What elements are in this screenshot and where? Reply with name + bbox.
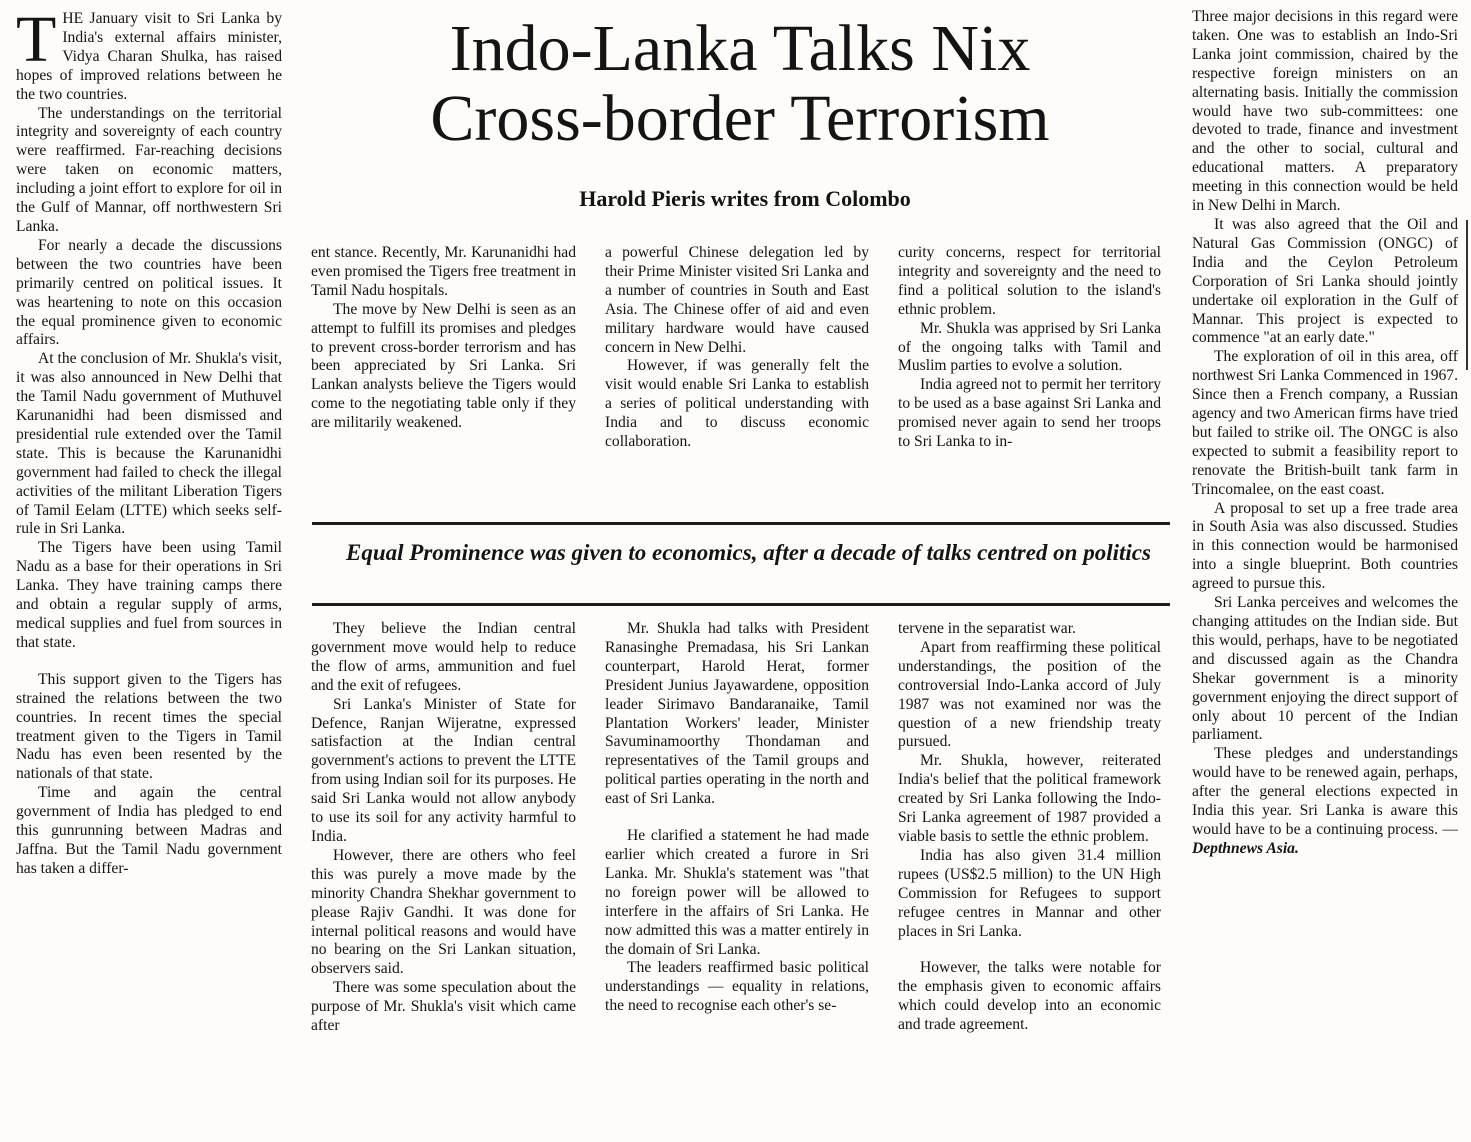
article-column-2-bottom <box>311 620 576 1135</box>
headline <box>300 14 1180 154</box>
paragraph: This support given to the Tigers has strained the relations between the two countries. In recent times the special treatment given to the Tigers in Tamil Nadu has even been resented by the nationals of that state. <box>16 670 282 783</box>
article-credit: Depthnews Asia. <box>1192 839 1299 857</box>
paragraph: ent stance. Recently, Mr. Karunanidhi had even promised the Tigers free treatment in Tamil Nadu hospitals. <box>311 244 576 299</box>
paragraph: Mr. Shukla, however, reiterated India's belief that the political framework created by Sri Lanka following the Indo-Sri Lanka agreement of 1987 provided a viable basis to settle the ethnic problem. <box>898 752 1161 845</box>
paragraph: The leaders reaffirmed basic political understandings — equality in relations, the need to recognise each other's se- <box>605 959 869 1015</box>
paragraph: Three major decisions in this regard were taken. One was to establish an Indo-Sri Lanka joint commission, chaired by the respective foreign ministers on an alternating basis. Initially the commission would have two sub-committees: one devoted to trade, finance and investment and the other to social, cultural and educational matters. A preparatory meeting in this connection would be held in New Delhi in March. <box>1192 8 1458 215</box>
byline: Harold Pieris writes from Colombo <box>579 186 911 211</box>
paragraph: a powerful Chinese delegation led by their Prime Minister visited Sri Lanka and a number of countries in South and East Asia. The Chinese offer of aid and even military hardware would have caused concern in New Delhi. <box>605 244 869 356</box>
paragraph: There was some speculation about the purpose of Mr. Shukla's visit which came after <box>311 979 576 1035</box>
paragraph: Mr. Shukla had talks with President Ranasinghe Premadasa, his Sri Lankan counterpart, Harold Herat, former President Junius Jayawardene, opposition leader Sirimavo Bandaranaike, Tamil Plantation Workers' leader, Minister Savuminamoorthy Thondaman and representatives of the Tamil groups and political parties operating in the north and east of Sri Lanka. <box>605 620 869 808</box>
paragraph: It was also agreed that the Oil and Natural Gas Commission (ONGC) of India and the Ceylon Petroleum Corporation of Sri Lanka should jointly undertake oil exploration in the Gulf of Mannar. This project is expected to commence "at an early date." <box>1192 215 1458 347</box>
article-column-4-bottom <box>898 620 1161 1135</box>
headline-line-2: Cross-border Terrorism <box>430 82 1050 155</box>
paragraph: These pledges and understandings would have to be renewed again, perhaps, after the general elections expected in India this year. Sri Lanka is aware this would have to be a continuing process. — Depthnews Asia. <box>1192 745 1458 857</box>
article-column-2-top <box>311 244 576 514</box>
paragraph: Mr. Shukla was apprised by Sri Lanka of the ongoing talks with Tamil and Muslim parties to evolve a solution. <box>898 319 1161 375</box>
paragraph: They believe the Indian central government move would help to reduce the flow of arms, ammunition and fuel and the exit of refugees. <box>311 620 576 694</box>
paragraph: However, the talks were notable for the emphasis given to economic affairs which could develop into an economic and trade agreement. <box>898 959 1161 1034</box>
paragraph: He clarified a statement he had made earlier which created a furore in Sri Lanka. Mr. Shukla's statement was "that no foreign power will be allowed to interfere in the affairs of Sri Lanka. He now admitted this was a matter entirely in the domain of Sri Lanka. <box>605 827 869 958</box>
paragraph: The exploration of oil in this area, off northwest Sri Lanka Commenced in 1967. Since then a French company, a Russian agency and two American firms have tried but failed to strike oil. The ONGC is also expected to submit a feasibility report to renovate the British-built tank farm in Trincomalee, on the east coast. <box>1192 348 1458 498</box>
pullquote-rule-top <box>312 522 1170 525</box>
paragraph: For nearly a decade the discussions between the two countries have been primarily centred on political issues. It was heartening to note on this occasion the equal prominence given to economic affairs. <box>16 236 282 349</box>
paragraph: curity concerns, respect for territorial integrity and sovereignty and the need to find a political solution to the island's ethnic problem. <box>898 244 1161 318</box>
paragraph: However, if was generally felt the visit would enable Sri Lanka to establish a series of political understanding with India and to discuss economic collaboration. <box>605 357 869 451</box>
pullquote: Equal Prominence was given to economics, after a decade of talks centred on politics <box>346 540 1151 565</box>
article-column-5 <box>1192 8 1458 1132</box>
paragraph: The move by New Delhi is seen as an attempt to fulfill its promises and pledges to prevent cross-border terrorism and has been appreciated by Sri Lanka. Sri Lankan analysts believe the Tigers would come to the negotiating table only if they are militarily weakened. <box>311 300 576 432</box>
article-column-4-top <box>898 244 1161 514</box>
paragraph: However, there are others who feel this was purely a move made by the minority Chandra Shekhar government to please Rajiv Gandhi. It was done for internal political reasons and would have no bearing on the Sri Lankan situation, observers said. <box>311 846 576 978</box>
paragraph: The understandings on the territorial integrity and sovereignty of each country were reaffirmed. Far-reaching decisions were taken on economic matters, including a joint effort to explore for oil in the Gulf of Mannar, off northwestern Sri Lanka. <box>16 104 282 235</box>
paragraph: At the conclusion of Mr. Shukla's visit, it was also announced in New Delhi that the Tamil Nadu government of Muthuvel Karunanidhi had been dismissed and presidential rule extended over the Tamil state. This is because the Karunanidhi government had failed to check the illegal activities of the militant Liberation Tigers of Tamil Eelam (LTTE) which seeks self-rule in Sri Lanka. <box>16 350 282 538</box>
article-column-3-bottom <box>605 620 869 1135</box>
paragraph: THE January visit to Sri Lanka by India's external affairs minister, Vidya Charan Shulka, has raised hopes of improved relations between he the two countries. <box>16 10 282 103</box>
paragraph: Time and again the central government of India has pledged to end this gunrunning between Madras and Jaffna. But the Tamil Nadu government has taken a differ- <box>16 784 282 877</box>
article-column-1 <box>16 10 282 1140</box>
headline-line-1: Indo-Lanka Talks Nix <box>449 12 1031 85</box>
paragraph: Apart from reaffirming these political understandings, the position of the controversial Indo-Lanka accord of July 1987 was not examined nor was the question of a new friendship treaty pursued. <box>898 638 1161 751</box>
pullquote-rule-bottom <box>312 603 1170 606</box>
paragraph: A proposal to set up a free trade area in South Asia was also discussed. Studies in this connection would be harmonised into a single blueprint. Both countries agreed to pursue this. <box>1192 499 1458 593</box>
paragraph: India agreed not to permit her territory to be used as a base against Sri Lanka and promised never again to send her troops to Sri Lanka to in- <box>898 376 1161 451</box>
paragraph: The Tigers have been using Tamil Nadu as a base for their operations in Sri Lanka. They have training camps there and obtain a regular supply of arms, medical supplies and fuel from sources in that state. <box>16 539 282 651</box>
article-column-3-top <box>605 244 869 514</box>
column-edge-rule <box>1466 220 1468 370</box>
paragraph: India has also given 31.4 million rupees (US$2.5 million) to the UN High Commission for Refugees to support refugee centres in Mannar and other places in Sri Lanka. <box>898 846 1161 940</box>
drop-cap: T <box>16 10 57 76</box>
paragraph: Sri Lanka's Minister of State for Defence, Ranjan Wijeratne, expressed satisfaction at the Indian central government's actions to prevent the LTTE from using Indian soil for its purposes. He said Sri Lanka would not allow anybody to use its soil for any activity harmful to India. <box>311 695 576 845</box>
paragraph: tervene in the separatist war. <box>898 620 1076 637</box>
paragraph: Sri Lanka perceives and welcomes the changing attitudes on the Indian side. But this would, perhaps, have to be negotiated and discussed again as the Chandra Shekar government is a minority government enjoying the direct support of only about 10 percent of the Indian parliament. <box>1192 594 1458 744</box>
